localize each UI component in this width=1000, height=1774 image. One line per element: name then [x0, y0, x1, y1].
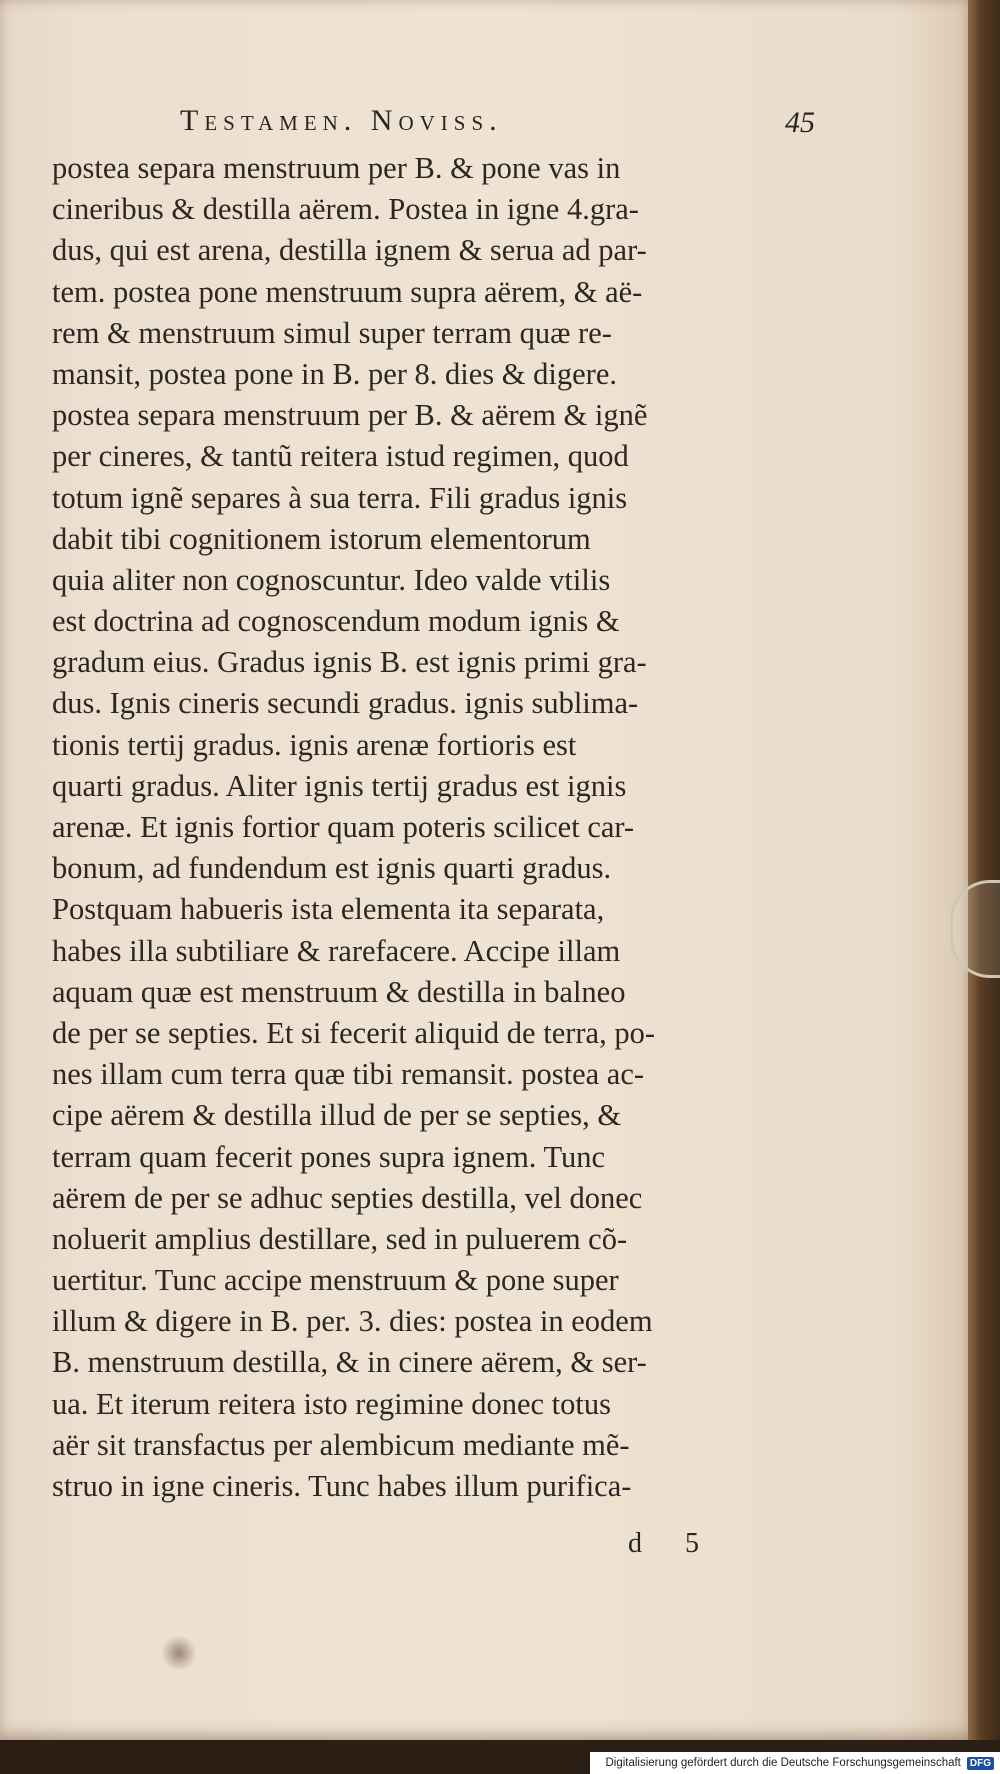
- text-line: ua. Et iterum reitera isto regimine donec totus: [52, 1386, 611, 1421]
- digitization-note: Digitalisierung gefördert durch die Deutsche Forschungsgemeinschaft: [605, 1757, 961, 1769]
- text-line: illum & digere in B. per. 3. dies: postea in eodem: [52, 1304, 653, 1339]
- text-line: arenæ. Et ignis fortior quam poteris scilicet car-: [52, 810, 635, 844]
- text-line: nes illam cum terra quæ tibi remansit. postea ac-: [52, 1057, 645, 1092]
- text-line: bonum, ad fundendum est ignis quarti gradus.: [52, 851, 612, 886]
- text-line: dabit tibi cognitionem istorum elementorum: [52, 521, 591, 556]
- text-line: tionis tertij gradus. ignis arenæ fortioris est: [52, 727, 577, 762]
- text-line: aërem de per se adhuc septies destilla, vel donec: [52, 1180, 643, 1215]
- text-line: cipe aërem & destilla illud de per se septies, &: [52, 1098, 622, 1133]
- text-line: mansit, postea pone in B. per 8. dies & digere.: [52, 356, 617, 391]
- text-line: noluerit amplius destillare, sed in puluerem cõ-: [52, 1221, 628, 1256]
- dfg-logo: DFG: [967, 1757, 994, 1770]
- text-line: struo in igne cineris. Tunc habes illum purifica-: [52, 1469, 632, 1503]
- ink-stain: [160, 1636, 198, 1670]
- book-binding-edge: [968, 0, 1000, 1740]
- text-line: dus, qui est arena, destilla ignem & serua ad par-: [52, 233, 647, 268]
- text-line: cineribus & destilla aërem. Postea in igne 4.gra-: [52, 192, 639, 227]
- signature-mark: d 5: [628, 1528, 717, 1559]
- page-header: [180, 104, 840, 144]
- text-line: terram quam fecerit pones supra ignem. Tunc: [52, 1139, 606, 1174]
- text-line: totum ignẽ separes à sua terra. Fili gradus ignis: [52, 480, 628, 515]
- body-text: [52, 148, 827, 1507]
- text-line: dus. Ignis cineris secundi gradus. ignis sublima-: [52, 686, 639, 721]
- running-head: Testamen. Noviss.: [180, 104, 503, 137]
- text-line: rem & menstruum simul super terram quæ re-: [52, 315, 612, 350]
- text-line: B. menstruum destilla, & in cinere aërem, & ser-: [52, 1345, 647, 1380]
- text-line: aër sit transfactus per alembicum mediante mẽ-: [52, 1427, 630, 1462]
- text-line: est doctrina ad cognoscendum modum ignis &: [52, 604, 620, 639]
- text-line: quarti gradus. Aliter ignis tertij gradus est ignis: [52, 768, 627, 803]
- text-line: postea separa menstruum per B. & aërem & ignẽ: [52, 398, 648, 433]
- text-line: de per se septies. Et si fecerit aliquid de terra, po-: [52, 1015, 655, 1050]
- text-line: quia aliter non cognoscuntur. Ideo valde vtilis: [52, 562, 611, 597]
- text-line: gradum eius. Gradus ignis B. est ignis primi gra-: [52, 645, 647, 680]
- text-line: postea separa menstruum per B. & pone vas in: [52, 151, 621, 185]
- text-line: habes illa subtiliare & rarefacere. Accipe illam: [52, 933, 621, 968]
- text-line: uertitur. Tunc accipe menstruum & pone super: [52, 1263, 619, 1298]
- text-line: tem. postea pone menstruum supra aërem, & aë-: [52, 274, 643, 309]
- text-line: per cineres, & tantũ reitera istud regimen, quod: [52, 439, 629, 474]
- page-number: 45: [785, 106, 815, 139]
- text-line: Postquam habueris ista elementa ita separata,: [52, 892, 605, 927]
- text-line: aquam quæ est menstruum & destilla in balneo: [52, 974, 626, 1009]
- digitization-footer: [590, 1752, 1000, 1774]
